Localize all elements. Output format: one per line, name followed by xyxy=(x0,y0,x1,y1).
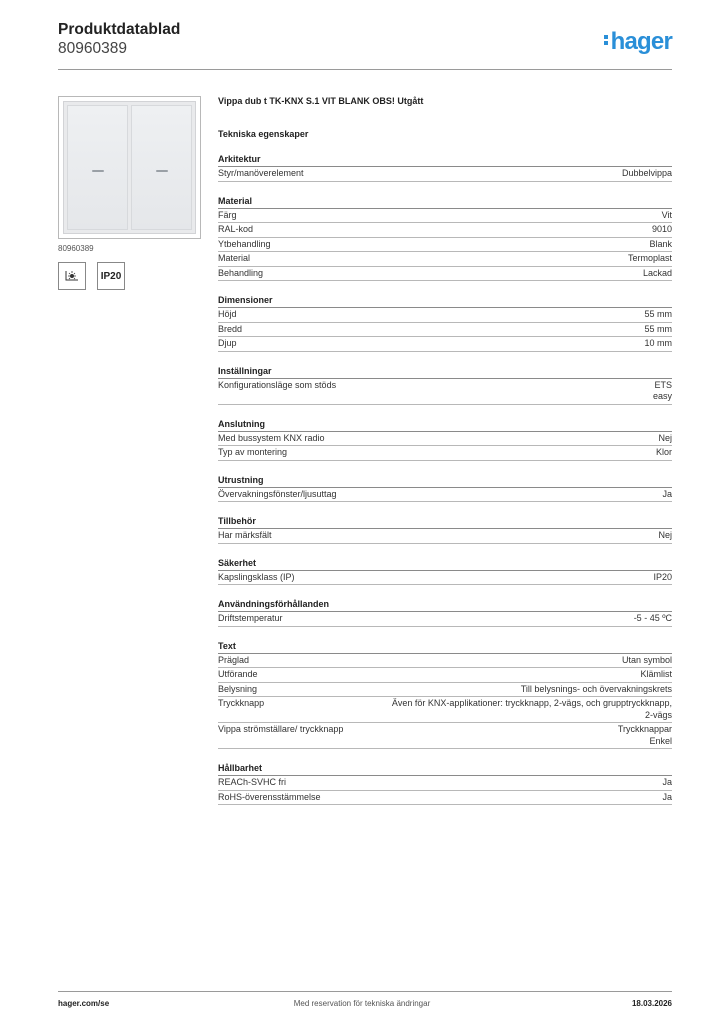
spec-label: Kapslingsklass (IP) xyxy=(218,571,295,582)
technical-properties-heading: Tekniska egenskaper xyxy=(218,129,309,139)
spec-section xyxy=(218,295,672,352)
ip-rating-badge: IP20 xyxy=(97,262,125,290)
spec-label: Färg xyxy=(218,209,237,220)
spec-value: Ja xyxy=(662,777,672,787)
footer-date: 18.03.2026 xyxy=(631,999,672,1008)
spec-label: Vippa strömställare/ tryckknapp xyxy=(218,724,344,734)
spec-row xyxy=(218,488,672,503)
spec-row xyxy=(218,529,672,544)
section-title: Hållbarhet xyxy=(218,763,672,776)
spec-value: 55 mm xyxy=(644,323,672,334)
spec-row xyxy=(218,446,672,461)
spec-value: Vit xyxy=(661,209,672,220)
spec-label: REACh-SVHC fri xyxy=(218,777,287,787)
spec-section xyxy=(218,154,672,182)
section-title: Utrustning xyxy=(218,475,672,488)
spec-row xyxy=(218,379,672,405)
rocker-right xyxy=(131,105,192,230)
spec-value: Till belysnings- och övervakningskrets xyxy=(520,683,672,694)
section-title: Inställningar xyxy=(218,366,672,379)
spec-label: Präglad xyxy=(218,654,250,665)
spec-label: Material xyxy=(218,253,251,263)
rocker-left xyxy=(67,105,128,230)
spec-value: Nej xyxy=(658,432,672,443)
spec-label: Behandling xyxy=(218,267,264,278)
product-image xyxy=(58,96,201,239)
spec-section xyxy=(218,419,672,461)
section-title: Dimensioner xyxy=(218,295,672,308)
spec-value: Klämlist xyxy=(640,669,672,679)
spec-row xyxy=(218,571,672,586)
spec-label: Typ av montering xyxy=(218,447,288,457)
spec-label: Höjd xyxy=(218,309,237,319)
spec-value: Dubbelvippa xyxy=(621,168,672,178)
spec-value: 9010 xyxy=(651,224,672,234)
document-number: 80960389 xyxy=(58,40,127,57)
spec-label: Utförande xyxy=(218,669,258,679)
header-divider xyxy=(58,69,672,70)
spec-label: Belysning xyxy=(218,683,258,694)
spec-label: RAL-kod xyxy=(218,224,254,234)
section-title: Text xyxy=(218,641,672,654)
spec-row xyxy=(218,209,672,224)
section-title: Arkitektur xyxy=(218,154,672,167)
spec-label: Ytbehandling xyxy=(218,238,271,249)
spec-row xyxy=(218,612,672,627)
spec-row xyxy=(218,668,672,683)
spec-row xyxy=(218,337,672,352)
spec-section xyxy=(218,366,672,405)
spec-sections xyxy=(218,154,672,805)
spec-value: ETS easy xyxy=(652,379,672,401)
spec-label: Har märksfält xyxy=(218,530,272,540)
spec-value: 55 mm xyxy=(644,309,672,319)
spec-label: Övervakningsfönster/ljusuttag xyxy=(218,488,337,499)
article-number-caption: 80960389 xyxy=(58,244,94,253)
spec-value: Även för KNX-applikationer: tryckknapp, 2-vägs, och grupptryckknapp, 2-vägs xyxy=(391,698,672,720)
spec-label: Tryckknapp xyxy=(218,698,265,708)
spec-value: Blank xyxy=(649,238,672,249)
switch-plate xyxy=(63,101,196,234)
led-indicator xyxy=(92,170,104,172)
spec-value: Utan symbol xyxy=(621,654,672,665)
section-title: Användningsförhållanden xyxy=(218,599,672,612)
logo-dots-icon xyxy=(604,33,609,47)
product-specifications xyxy=(218,96,672,805)
spec-value: Klor xyxy=(655,447,672,457)
spec-row xyxy=(218,238,672,253)
spec-section xyxy=(218,475,672,503)
spec-value: Tryckknappar Enkel xyxy=(617,724,672,746)
spec-label: Med bussystem KNX radio xyxy=(218,432,325,443)
spec-row xyxy=(218,167,672,182)
product-name: Vippa dub t TK-KNX S.1 VIT BLANK OBS! Utgått xyxy=(218,96,424,106)
spec-row xyxy=(218,323,672,338)
spec-section xyxy=(218,516,672,544)
spec-section xyxy=(218,641,672,750)
spec-label: Driftstemperatur xyxy=(218,613,283,623)
spec-value: Nej xyxy=(658,530,672,540)
footer-website: hager.com/se xyxy=(58,999,110,1008)
spec-label: Bredd xyxy=(218,323,243,334)
spec-label: Styr/manöverelement xyxy=(218,168,304,178)
spec-row xyxy=(218,697,672,723)
spec-value: Lackad xyxy=(642,267,672,278)
spec-section xyxy=(218,599,672,627)
spec-row xyxy=(218,791,672,806)
spec-section xyxy=(218,558,672,586)
spec-row xyxy=(218,252,672,267)
spec-value: Ja xyxy=(662,488,672,499)
footer-disclaimer: Med reservation för tekniska ändringar xyxy=(293,999,431,1008)
section-title: Anslutning xyxy=(218,419,672,432)
spec-row xyxy=(218,267,672,282)
section-title: Material xyxy=(218,196,672,209)
document-title: Produktdatablad xyxy=(58,21,181,38)
spec-value: IP20 xyxy=(653,571,672,582)
spec-label: Konfigurationsläge som stöds xyxy=(218,379,337,390)
logo-text: hager xyxy=(610,28,672,55)
spec-row xyxy=(218,723,672,749)
spec-row xyxy=(218,432,672,447)
spec-row xyxy=(218,308,672,323)
spec-row xyxy=(218,683,672,698)
spec-row xyxy=(218,223,672,238)
spec-value: Termoplast xyxy=(627,253,672,263)
hager-logo xyxy=(604,28,672,56)
spec-value: Ja xyxy=(662,791,672,802)
spec-row xyxy=(218,776,672,791)
led-indicator xyxy=(156,170,168,172)
lighting-icon xyxy=(58,262,86,290)
page-header xyxy=(58,20,180,58)
footer-divider xyxy=(58,991,672,992)
spec-value: -5 - 45 ºC xyxy=(633,613,672,623)
spec-label: RoHS-överensstämmelse xyxy=(218,791,321,802)
spec-section xyxy=(218,196,672,282)
section-title: Säkerhet xyxy=(218,558,672,571)
spec-row xyxy=(218,654,672,669)
spec-value: 10 mm xyxy=(644,338,672,348)
section-title: Tillbehör xyxy=(218,516,672,529)
spec-section xyxy=(218,763,672,805)
spec-label: Djup xyxy=(218,338,237,348)
